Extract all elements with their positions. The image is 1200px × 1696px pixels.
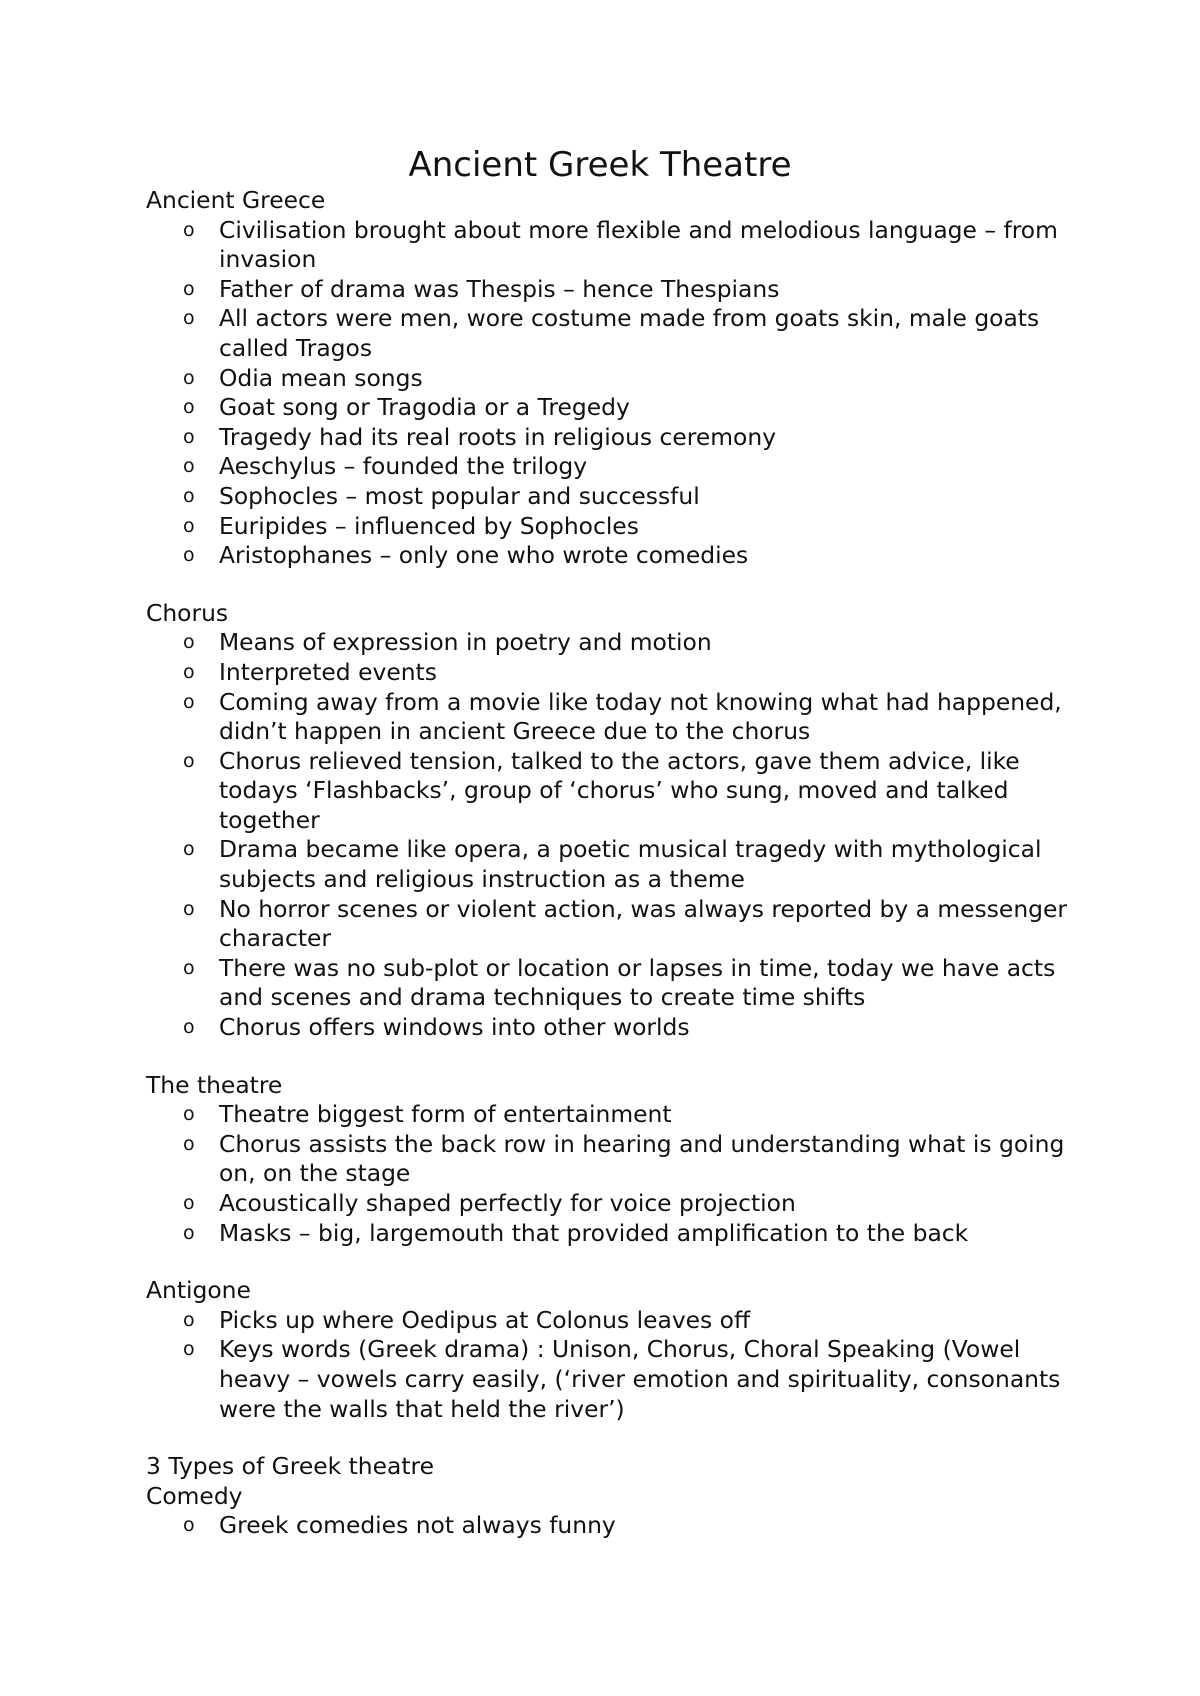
bullet-icon: o xyxy=(183,1338,195,1361)
section-heading: The theatre xyxy=(146,1070,283,1099)
list-item-text: Greek comedies not always funny xyxy=(219,1511,616,1540)
bullet-icon: o xyxy=(183,1308,195,1331)
section-heading: 3 Types of Greek theatre xyxy=(146,1452,435,1481)
bullet-list xyxy=(146,1511,1086,1541)
list-item-text: Father of drama was Thespis – hence Thespians xyxy=(219,274,780,303)
bullet-icon: o xyxy=(183,660,195,683)
list-item xyxy=(146,452,1086,482)
document-title: Ancient Greek Theatre xyxy=(408,145,792,185)
list-item-text: Keys words (Greek drama) : Unison, Chorus, Choral Speaking (Vowel heavy – vowels carry easily, (‘river emotion and spirituality, consonants were the walls that held the river’) xyxy=(219,1335,1061,1423)
bullet-icon: o xyxy=(183,631,195,654)
bullet-icon: o xyxy=(183,366,195,389)
section-heading: Ancient Greece xyxy=(146,186,326,214)
list-item xyxy=(146,1511,1086,1541)
list-item xyxy=(146,482,1086,512)
bullet-icon: o xyxy=(183,484,195,507)
bullet-icon: o xyxy=(183,455,195,478)
bullet-list xyxy=(146,1100,1086,1248)
bullet-list xyxy=(146,628,1086,1042)
bullet-list xyxy=(146,216,1086,571)
bullet-icon: o xyxy=(183,1103,195,1126)
list-item-text: Means of expression in poetry and motion xyxy=(219,628,712,657)
list-item-text: Chorus relieved tension, talked to the actors, gave them advice, like todays ‘Flashbacks’, group of ‘chorus’ who sung, moved and talked together xyxy=(219,746,1020,834)
document-body xyxy=(146,186,1086,1569)
section-the-theatre xyxy=(146,1071,1086,1249)
bullet-icon: o xyxy=(183,514,195,537)
bullet-icon: o xyxy=(183,307,195,330)
list-item-text: Euripides – influenced by Sophocles xyxy=(219,511,639,540)
list-item xyxy=(146,216,1086,275)
section-comedy xyxy=(146,1482,1086,1541)
list-item xyxy=(146,541,1086,571)
list-item-text: Aristophanes – only one who wrote comedies xyxy=(219,541,749,570)
list-item xyxy=(146,895,1086,954)
section-antigone xyxy=(146,1276,1086,1424)
list-item-text: Picks up where Oedipus at Colonus leaves off xyxy=(219,1305,751,1334)
list-item xyxy=(146,304,1086,363)
section-types-of-greek-theatre xyxy=(146,1452,1086,1482)
bullet-icon: o xyxy=(183,544,195,567)
list-item xyxy=(146,1335,1086,1424)
list-item-text: Theatre biggest form of entertainment xyxy=(219,1100,672,1129)
section-ancient-greece xyxy=(146,186,1086,571)
list-item xyxy=(146,423,1086,453)
bullet-icon: o xyxy=(183,1514,195,1537)
list-item-text: No horror scenes or violent action, was always reported by a messenger character xyxy=(219,894,1068,953)
bullet-icon: o xyxy=(183,1016,195,1039)
bullet-icon: o xyxy=(183,749,195,772)
bullet-list xyxy=(146,1306,1086,1424)
list-item xyxy=(146,1130,1086,1189)
bullet-icon: o xyxy=(183,690,195,713)
list-item xyxy=(146,393,1086,423)
bullet-icon: o xyxy=(183,1132,195,1155)
list-item xyxy=(146,364,1086,394)
bullet-icon: o xyxy=(183,956,195,979)
list-item xyxy=(146,628,1086,658)
list-item-text: There was no sub-plot or location or lapses in time, today we have acts and scenes and drama techniques to create time shifts xyxy=(219,953,1056,1012)
list-item xyxy=(146,954,1086,1013)
list-item-text: Chorus offers windows into other worlds xyxy=(219,1013,690,1042)
section-heading: Antigone xyxy=(146,1276,251,1305)
list-item-text: Sophocles – most popular and successful xyxy=(219,481,700,510)
bullet-icon: o xyxy=(183,425,195,448)
section-heading: Comedy xyxy=(146,1481,243,1510)
list-item-text: Odia mean songs xyxy=(219,363,423,392)
bullet-icon: o xyxy=(183,277,195,300)
list-item-text: Masks – big, largemouth that provided amplification to the back xyxy=(219,1218,969,1247)
list-item xyxy=(146,688,1086,747)
list-item-text: Goat song or Tragodia or a Tregedy xyxy=(219,393,630,422)
bullet-icon: o xyxy=(183,1221,195,1244)
list-item-text: Chorus assists the back row in hearing and understanding what is going on, on the stage xyxy=(219,1129,1065,1188)
bullet-icon: o xyxy=(183,897,195,920)
bullet-icon: o xyxy=(183,838,195,861)
list-item xyxy=(146,1100,1086,1130)
list-item xyxy=(146,512,1086,542)
section-heading: Chorus xyxy=(146,598,229,627)
list-item-text: Civilisation brought about more flexible and melodious language – from invasion xyxy=(219,215,1058,274)
list-item-text: Drama became like opera, a poetic musical tragedy with mythological subjects and religious instruction as a theme xyxy=(219,835,1042,894)
list-item xyxy=(146,1189,1086,1219)
list-item-text: Coming away from a movie like today not knowing what had happened, didn’t happen in ancient Greece due to the chorus xyxy=(219,687,1062,746)
bullet-icon: o xyxy=(183,396,195,419)
bullet-icon: o xyxy=(183,218,195,241)
list-item xyxy=(146,1219,1086,1249)
bullet-icon: o xyxy=(183,1192,195,1214)
list-item-text: Interpreted events xyxy=(219,657,437,686)
list-item-text: Acoustically shaped perfectly for voice projection xyxy=(219,1189,796,1217)
list-item-text: All actors were men, wore costume made from goats skin, male goats called Tragos xyxy=(219,304,1040,362)
list-item xyxy=(146,658,1086,688)
list-item xyxy=(146,275,1086,305)
section-chorus xyxy=(146,599,1086,1043)
list-item xyxy=(146,1306,1086,1336)
list-item-text: Tragedy had its real roots in religious ceremony xyxy=(219,422,777,451)
list-item-text: Aeschylus – founded the trilogy xyxy=(219,452,588,481)
list-item xyxy=(146,747,1086,836)
list-item xyxy=(146,835,1086,894)
list-item xyxy=(146,1013,1086,1043)
